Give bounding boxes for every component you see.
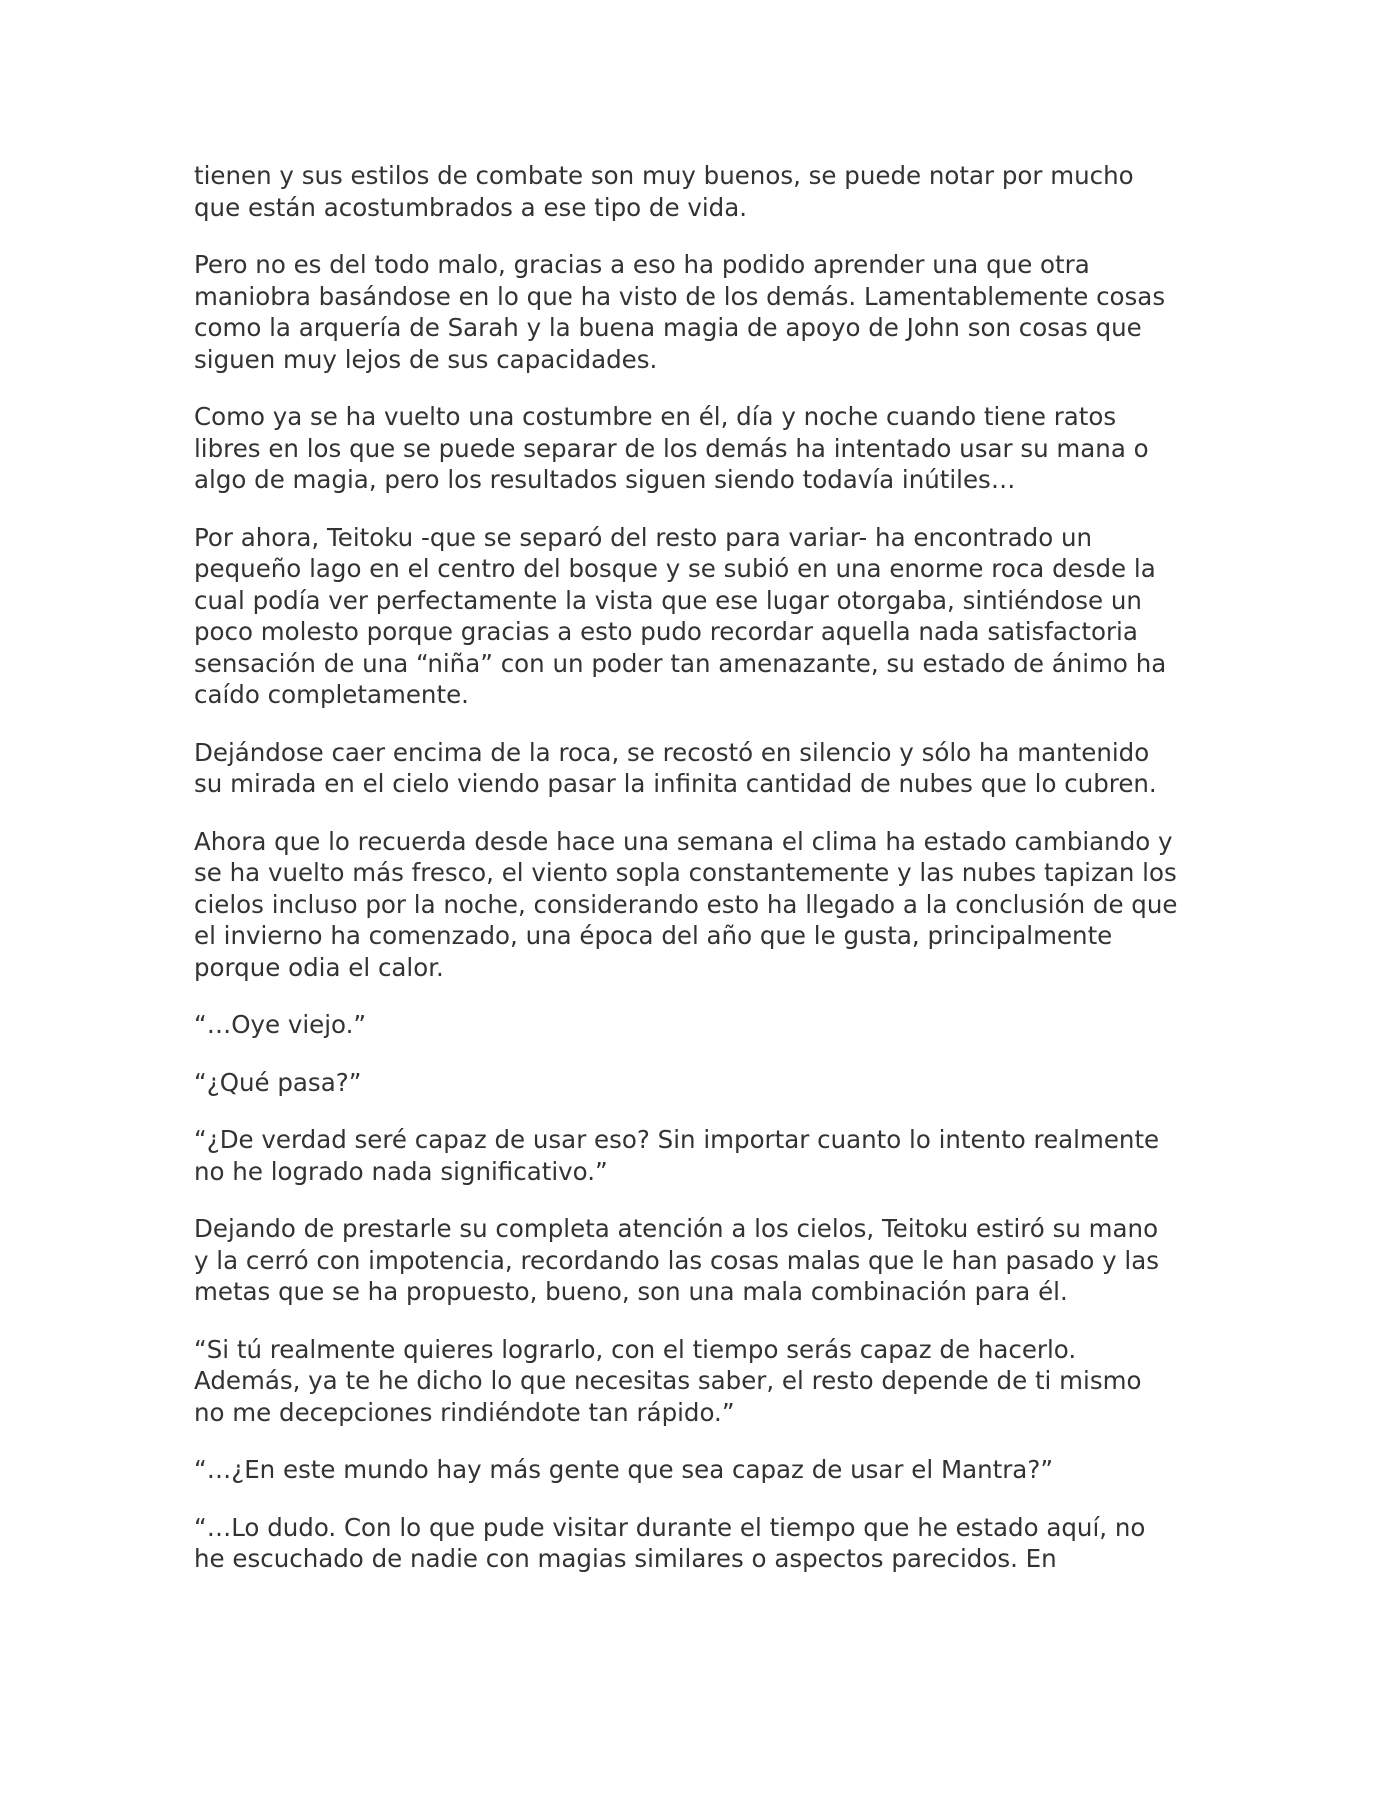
dialogue-line: “…¿En este mundo hay más gente que sea capaz de usar el Mantra?” [194, 1455, 1054, 1484]
dialogue-line: “…Oye viejo.” [194, 1010, 367, 1039]
dialogue-line: “…Lo dudo. Con lo que pude visitar durante el tiempo que he estado aquí, no he escuchado de nadie con magias similares o aspectos parecidos. En [194, 1512, 1146, 1573]
paragraph: Por ahora, Teitoku -que se separó del resto para variar- ha encontrado un pequeño lago en el centro del bosque y se subió en una enorme roca desde la cual podía ver perfectamente la vista que ese lugar otorgaba, sintiéndose un poco molesto porque gracias a esto pudo recordar aquella nada satisfactoria sensación de una “niña” con un poder tan amenazante, su estado de ánimo ha caído completamente. [194, 522, 1167, 709]
dialogue-line: “Si tú realmente quieres lograrlo, con el tiempo serás capaz de hacerlo. Además, ya te he dicho lo que necesitas saber, el resto depende de ti mismo no me decepciones rindiéndote tan rápido.” [194, 1334, 1142, 1427]
dialogue-line: “¿De verdad seré capaz de usar eso? Sin importar cuanto lo intento realmente no he logrado nada significativo.” [194, 1125, 1160, 1186]
document-body [194, 160, 1214, 1601]
paragraph: tienen y sus estilos de combate son muy buenos, se puede notar por mucho que están acostumbrados a ese tipo de vida. [194, 161, 1134, 222]
paragraph: Pero no es del todo malo, gracias a eso ha podido aprender una que otra maniobra basándose en lo que ha visto de los demás. Lamentablemente cosas como la arquería de Sarah y la buena magia de apoyo de John son cosas que siguen muy lejos de sus capacidades. [194, 250, 1166, 374]
paragraph: Ahora que lo recuerda desde hace una semana el clima ha estado cambiando y se ha vuelto más fresco, el viento sopla constantemente y las nubes tapizan los cielos incluso por la noche, considerando esto ha llegado a la conclusión de que el invierno ha comenzado, una época del año que le gusta, principalmente porque odia el calor. [194, 826, 1178, 982]
paragraph: Dejando de prestarle su completa atención a los cielos, Teitoku estiró su mano y la cerró con impotencia, recordando las cosas malas que le han pasado y las metas que se ha propuesto, bueno, son una mala combinación para él. [194, 1214, 1160, 1306]
dialogue-line: “¿Qué pasa?” [194, 1067, 362, 1097]
paragraph: Como ya se ha vuelto una costumbre en él, día y noche cuando tiene ratos libres en los que se puede separar de los demás ha intentado usar su mana o algo de magia, pero los resultados siguen siendo todavía inútiles… [194, 402, 1149, 494]
paragraph: Dejándose caer encima de la roca, se recostó en silencio y sólo ha mantenido su mirada en el cielo viendo pasar la infinita cantidad de nubes que lo cubren. [194, 737, 1157, 798]
